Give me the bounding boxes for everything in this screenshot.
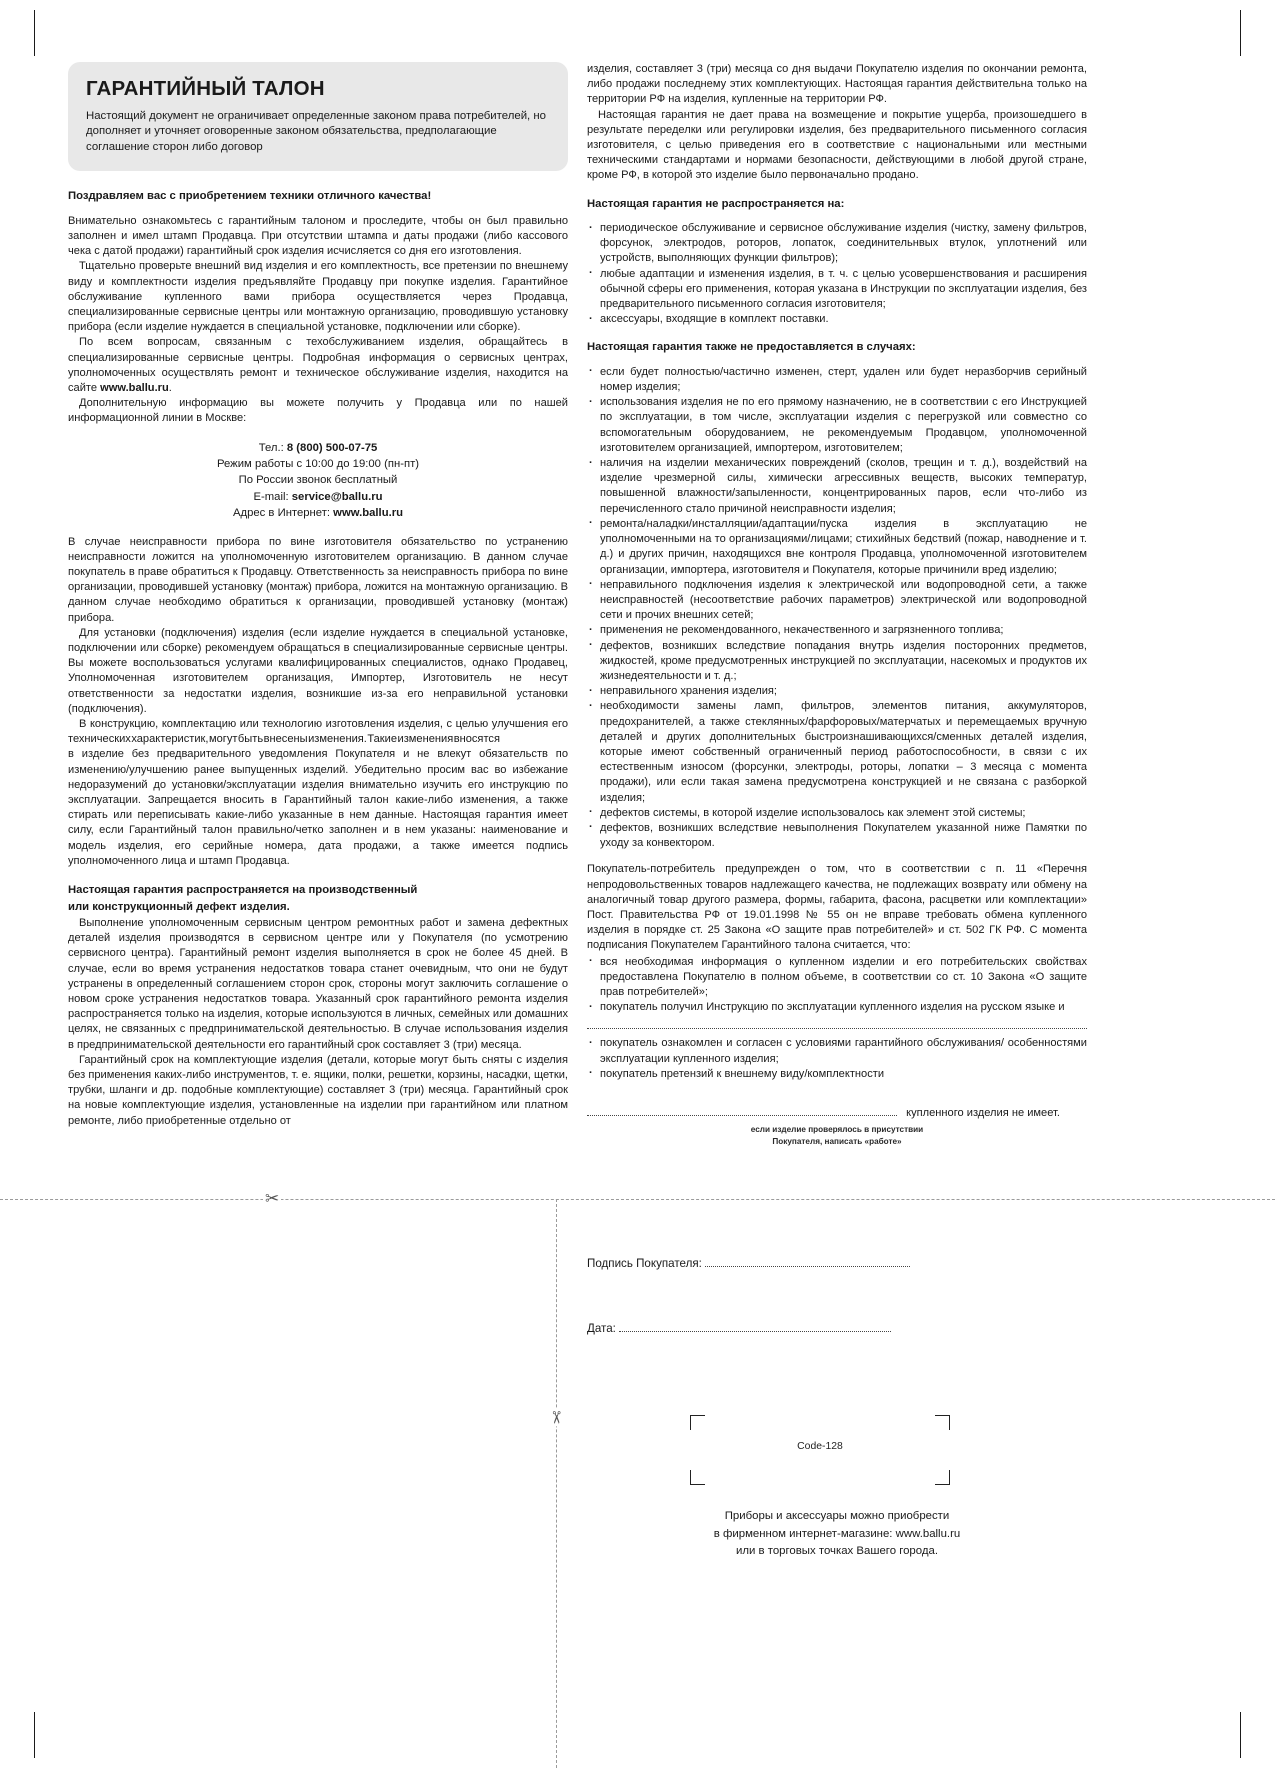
corner-bracket-bottom-right — [935, 1470, 950, 1485]
date-row — [587, 1320, 1087, 1338]
list-item: · неправильного подключения изделия к электрической или водопроводной сети, а также неисправностей (несоответствие рабочих параметров) электрической или водопроводной сети и прочих внешних сетей; — [587, 578, 1087, 624]
buyer-signature-row — [587, 1255, 1087, 1273]
list-item: · покупатель получил Инструкцию по эксплуатации купленного изделия на русском языке и — [587, 1000, 1087, 1015]
header-subtitle: Настоящий документ не ограничивает определенные законом права потребителей, но дополняет и уточняет оговоренные законом обязательства, предполагающие соглашение сторон либо договор — [86, 109, 547, 153]
header-plate — [68, 62, 568, 171]
crop-mark-bottom-right-v — [1240, 1712, 1241, 1758]
crop-mark-top-left-v — [34, 10, 35, 56]
buyer-signature-label: Подпись Покупателя: — [587, 1257, 706, 1270]
left-paragraph-8: Выполнение уполномоченным сервисным центром ремонтных работ и замена дефектных деталей изделия производятся в сервисном центре или у Покупателя (по усмотрению сервисного центра). Гарантийный ремонт изделия выполняется в срок не более 45 дней. В случае, если во время устранения недостатков товара станет очевидным, что они не будут устранены в определенный соглашением сторон срок, стороны могут заключить соглашение о новом сроке устранения недостатков товара. Указанный срок гарантийного ремонта изделия распространяется только на изделия, которые используются в личных, семейных или домашних целях, не связанных с предпринимательской деятельностью. В случае использования изделия в предпринимательской деятельности его гарантийный срок составляет 3 (три) месяца. — [68, 916, 568, 1051]
confirmation-list-1 — [587, 955, 1087, 1016]
right-paragraph-2: Настоящая гарантия не дает права на возмещение и покрытие ущерба, произошедшего в результате переделки или регулировки изделия, без предварительного письменного согласия изготовителя, с целью приведения его в соответствие с национальными или местными техническими стандартами и нормами безопасности, действующими в любой другой стране, кроме РФ, в которой это изделие было первоначально продано. — [587, 108, 1087, 182]
left-paragraph-9: Гарантийный срок на комплектующие изделия (детали, которые могут быть сняты с изделия без применения каких-либо инструментов, т. е. ящики, полки, решетки, корзины, насадки, щетки, трубки, шланги и др. подобные комплектующие) составляет 3 (три) месяца. Гарантийный срок на новые комплектующие изделия, установленные на изделии при гарантийном или платном ремонте, либо приобретенные отдельно от — [68, 1053, 568, 1127]
left-paragraph-3 — [68, 335, 568, 396]
left-p3-text-b: . — [168, 381, 172, 394]
list-item: · ремонта/наладки/инсталляции/адаптации/пуска изделия в эксплуатацию не уполномоченными на то организациями/лицами; стихийных бедствий (пожар, наводнение и т. д.) и других причин, находящихся вне контроля Продавца, уполномоченной изготовителем организации, импортера, изготовителя и Покупателя, которые причинили вред изделию; — [587, 517, 1087, 578]
fill-in-note-line1: если изделие проверялось в присутствии — [750, 1125, 924, 1135]
buyer-signature-field[interactable] — [705, 1255, 910, 1267]
crop-mark-top-right-v — [1240, 10, 1241, 56]
promo-shop-label: в фирменном интернет-магазине: — [713, 1527, 896, 1540]
left-column — [68, 62, 568, 1129]
email-label: E-mail: — [253, 490, 292, 503]
list-item: · необходимости замены ламп, фильтров, элементов питания, аккумуляторов, предохранителей, а также стеклянных/фарфоровых/матерчатых и перемещаемых вручную деталей и других дополнительных быстроизнашивающихся/сменных деталей изделия, которые имеют собственный ограниченный период работоспособности, в связи с их естественным износом (форсунки, электроды, роторы, лопатки – 3 месяца с момента продажи), или если такая замена предусмотрена конструкцией и не связана с разборкой изделия; — [587, 699, 1087, 805]
list-item: · покупатель претензий к внешнему виду/комплектности — [587, 1067, 1087, 1082]
not-covered-list — [587, 221, 1087, 327]
corner-bracket-bottom-left — [690, 1470, 705, 1485]
list-item: · дефектов, возникших вследствие невыполнения Покупателем указанной ниже Памятки по уходу за конвектором. — [587, 821, 1087, 851]
list-item: · использования изделия не по его прямому назначению, не в соответствии с его Инструкцией по эксплуатации, в том числе, эксплуатации изделия с перегрузкой или совместно со вспомогательным оборудованием, не рекомендуемым Продавцом, уполномоченной изготовителем организацией, импортером, изготовителем; — [587, 395, 1087, 456]
list-item: · если будет полностью/частично изменен, стерт, удален или будет неразборчив серийный номер изделия; — [587, 365, 1087, 395]
barcode-label: Code-128 — [797, 1441, 843, 1452]
fill-in-note-line2: Покупателя, написать «работе» — [772, 1136, 902, 1146]
list-item: · применения не рекомендованного, некачественного и загрязненного топлива; — [587, 623, 1087, 638]
warranty-defect-heading-line2: или конструкционный дефект изделия. — [68, 901, 290, 914]
stub-date-area — [587, 1320, 1087, 1338]
not-provided-list — [587, 365, 1087, 852]
contact-phone-row — [68, 440, 568, 456]
date-label: Дата: — [587, 1322, 620, 1335]
final-claim-tail: купленного изделия не имеет. — [906, 1107, 1060, 1119]
fill-in-dotted-line-1[interactable] — [587, 1028, 1087, 1029]
promo-line-2 — [587, 1526, 1087, 1544]
scissors-icon: ✂ — [265, 1189, 280, 1208]
confirmation-list-2 — [587, 1036, 1087, 1082]
left-paragraph-1: Внимательно ознакомьтесь с гарантийным талоном и проследите, чтобы он был правильно заполнен и имел штамп Продавца. При отсутствии штампа и даты продажи (либо кассового чека с датой продажи) гарантийный срок изделия исчисляется со дня его изготовления. — [68, 214, 568, 258]
cut-line-horizontal — [0, 1199, 1275, 1200]
phone-label: Тел.: — [258, 441, 287, 454]
contact-site-row — [68, 505, 568, 521]
email-address[interactable]: service@ballu.ru — [291, 490, 383, 503]
left-p3-text-a: По всем вопросам, связанным с техобслуживанием изделия, обращайтесь в специализированные сервисные центры. Подробная информация о сервисных центрах, уполномоченных осуществлять ремонт и техническое обслуживание изделия, находится на сайте — [68, 336, 568, 394]
cut-line-vertical — [556, 1199, 557, 1768]
left-paragraph-6: Для установки (подключения) изделия (если изделие нуждается в специальной установке, подключении или сборке) рекомендуем обращаться в специализированные сервисные центры. Вы можете воспользоваться услугами квалифицированных специалистов, однако Продавец, Уполномоченная изготовителем организация, Импортер, Изготовитель не несут ответственности за недостатки изделия, возникшие из-за его неправильной установки (подключения). — [68, 626, 568, 715]
list-item: · любые адаптации и изменения изделия, в т. ч. с целью усовершенствования и расширения обычной сферы его применения, которая указана в Инструкции по эксплуатации изделия, без предварительного письменного согласия изготовителя; — [587, 267, 1087, 313]
crop-mark-bottom-left-v — [34, 1712, 35, 1758]
fill-in-dotted-line-2[interactable] — [587, 1104, 897, 1116]
footer-promo — [587, 1508, 1087, 1561]
barcode-placeholder — [690, 1415, 950, 1485]
promo-line-3: или в торговых точках Вашего города. — [736, 1545, 938, 1557]
list-item: · аксессуары, входящие в комплект поставки. — [587, 312, 1087, 327]
promo-shop-link[interactable]: www.ballu.ru — [895, 1527, 961, 1540]
left-paragraph-2: Тщательно проверьте внешний вид изделия и его комплектность, все претензии по внешнему виду и комплектности изделия предъявляйте Продавцу при покупке изделия. Гарантийное обслуживание купленного вами прибора осуществляется через Продавца, специализированные сервисные центры или монтажную организацию, проводившую установку прибора (если изделие нуждается в специальной установке, подключении или сборке). — [68, 260, 568, 334]
scissors-icon-vertical: ✂ — [546, 1410, 566, 1425]
list-item: · дефектов, возникших вследствие попадания внутрь изделия посторонних предметов, жидкостей, кроме предусмотренных инструкцией по эксплуатации, насекомых и продуктов их жизнедеятельности и т. д.; — [587, 639, 1087, 685]
list-item: · покупатель ознакомлен и согласен с условиями гарантийного обслуживания/ особенностями эксплуатации купленного изделия; — [587, 1036, 1087, 1066]
corner-bracket-top-left — [690, 1415, 705, 1430]
corner-bracket-top-right — [935, 1415, 950, 1430]
right-paragraph-1: изделия, составляет 3 (три) месяца со дня выдачи Покупателю изделия по окончании ремонта, либо продажи последнему этих комплектующих. Настоящая гарантия действительна только на территории РФ на изделия, купленные на территории РФ. — [587, 63, 1087, 106]
contact-hours: Режим работы с 10:00 до 19:00 (пн-пт) — [216, 457, 420, 470]
list-item: · дефектов системы, в которой изделие использовалось как элемент этой системы; — [587, 806, 1087, 821]
list-item: · неправильного хранения изделия; — [587, 684, 1087, 699]
list-item: · наличия на изделии механических повреждений (сколов, трещин и т. д.), воздействий на изделие чрезмерной силы, химически агрессивных веществ, высоких температур, повышенной влажности/запыленности, концентрированных паров, если что-либо из перечисленного стало причиной неисправности изделия; — [587, 456, 1087, 517]
service-website-link[interactable]: www.ballu.ru — [100, 381, 169, 394]
warranty-defect-heading-line1: Настоящая гарантия распространяется на производственный — [68, 884, 418, 897]
contact-block — [68, 440, 568, 522]
contact-free-call: По России звонок бесплатный — [238, 474, 398, 487]
not-provided-heading: Настоящая гарантия также не предоставляется в случаях: — [587, 341, 916, 354]
left-paragraph-4: Дополнительную информацию вы можете получить у Продавца или по нашей информационной линии в Москве: — [68, 397, 568, 425]
site-label: Адрес в Интернет: — [232, 507, 334, 520]
right-column — [587, 62, 1087, 1147]
left-paragraph-5: В случае неисправности прибора по вине изготовителя обязательство по устранению неисправности ложится на уполномоченную изготовителем организацию. В данном случае покупатель в праве обратиться к Продавцу. Ответственность за неисправность прибора по вине организации, проводившей установку (монтаж) прибора, ложится на монтажную организацию. В данном случае необходимо обратиться к организации, проводившей установку (монтаж) прибора. — [68, 535, 568, 624]
left-paragraph-7-rest: в изделие без предварительного уведомления Покупателя и не влекут обязательств по изменению/улучшению ранее выпущенных изделий. Убедительно просим вас во избежание недоразумений до установки/эксплуатации изделия внимательно изучить его инструкцию по эксплуатации. Запрещается вносить в Гарантийный талон какие-либо изменения, а также стирать или переписывать какие-либо указанные в нем данные. Настоящая гарантия имеет силу, если Гарантийный талон правильно/четко заполнен и в нем указаны: наименование и модель изделия, его серийные номера, дата продажи, а также имеется подпись уполномоченного лица и штамп Продавца. — [68, 748, 568, 867]
consumer-warning-paragraph: Покупатель-потребитель предупрежден о том, что в соответствии с п. 11 «Перечня непродовольственных товаров надлежащего качества, не подлежащих возврату или обмену на аналогичный товар другого размера, формы, габарита, фасона, расцветки или комплектации» Пост. Правительства РФ от 19.01.1998 № 55 он не вправе требовать обмена купленного изделия в порядке ст. 25 Закона «О защите прав потребителей» и ст. 502 ГК РФ. С момента подписания Покупателем Гарантийного талона считается, что: — [587, 863, 1087, 952]
congrats-heading: Поздравляем вас с приобретением техники отличного качества! — [68, 190, 432, 203]
page-title: ГАРАНТИЙНЫЙ ТАЛОН — [86, 77, 325, 100]
stub-signature-area — [587, 1255, 1087, 1273]
list-item: · периодическое обслуживание и сервисное обслуживание изделия (чистку, замену фильтров, форсунок, электродов, роторов, лопаток, соединительнвых втулок, уплотнений или устройств, выполняющих функции фильтров); — [587, 221, 1087, 267]
phone-number[interactable]: 8 (800) 500-07-75 — [286, 441, 378, 454]
website-address[interactable]: www.ballu.ru — [333, 507, 404, 520]
final-claim-line — [587, 1104, 1087, 1121]
promo-line-1: Приборы и аксессуары можно приобрести — [724, 1510, 950, 1522]
date-field[interactable] — [619, 1320, 891, 1332]
contact-email-row — [68, 489, 568, 505]
list-item: · вся необходимая информация о купленном изделии и его потребительских свойствах предоставлена Покупателю в полном объеме, в соответствии со ст. 10 Закона «О защите прав потребителей»; — [587, 955, 1087, 1001]
not-covered-heading: Настоящая гарантия не распространяется на: — [587, 197, 845, 210]
left-paragraph-7-squeezed: В конструкцию, комплектацию или технологию изготовления изделия, с целью улучшения его технических характеристик, могут быть внесены изменения. Такие изменения вносятся — [68, 718, 568, 746]
